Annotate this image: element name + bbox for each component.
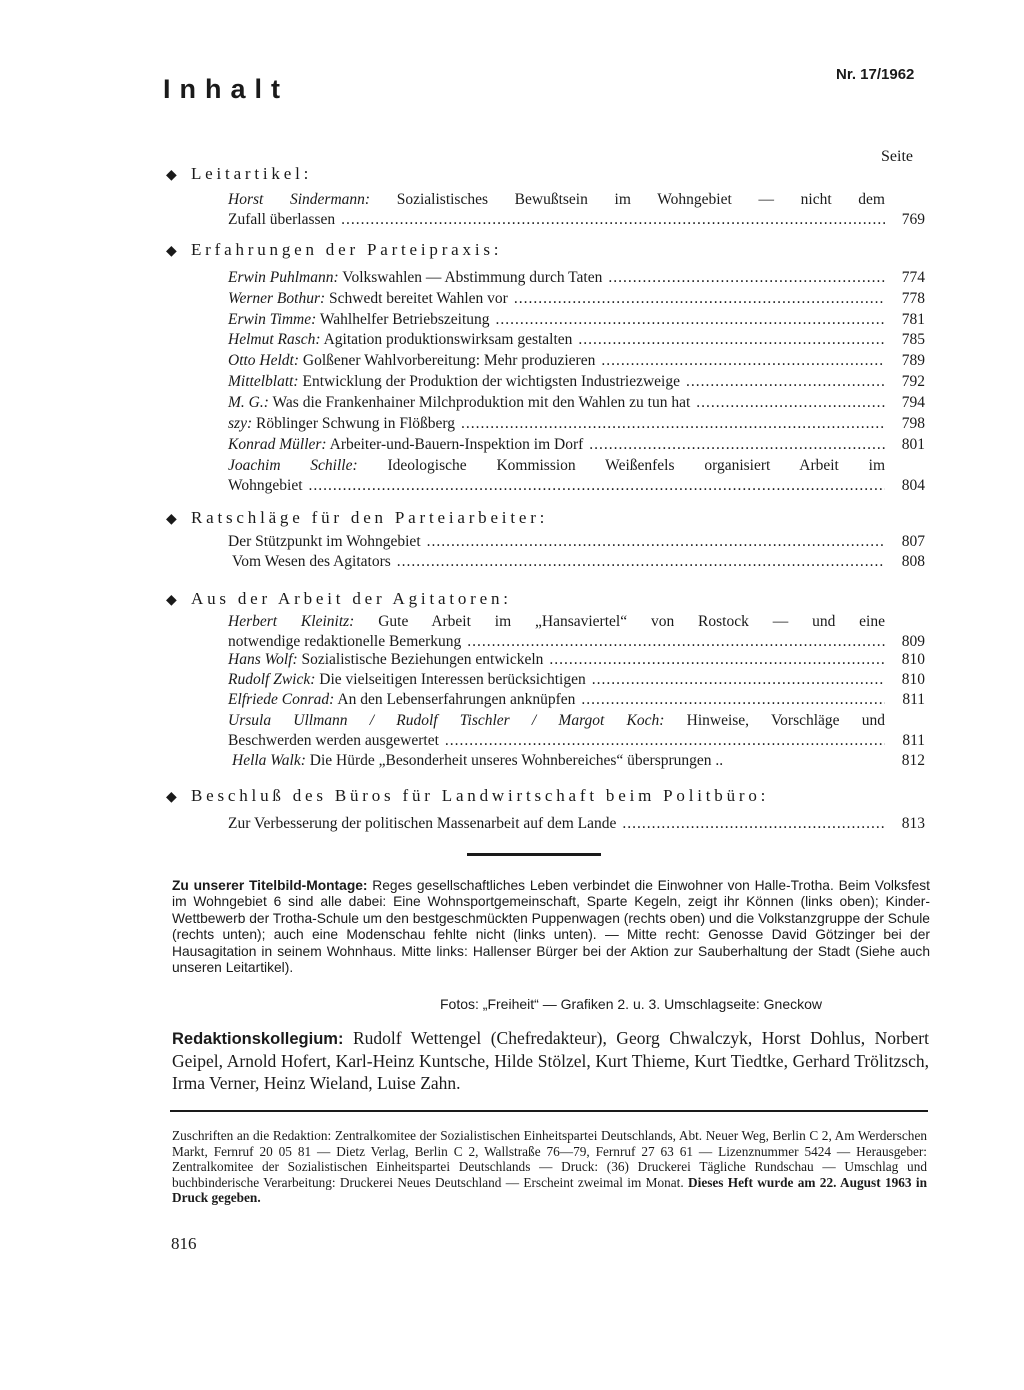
photo-credits: Fotos: „Freiheit“ — Grafiken 2. u. 3. Umschlagseite: Gneckow: [440, 996, 823, 1012]
imprint: Zuschriften an die Redaktion: Zentralkomitee der Sozialistischen Einheitspartei Deutschlands, Abt. Neuer Weg, Berlin C 2, Am Werderschen Markt, Fernruf 20 05 81 — Dietz Verlag, Berlin C 2, Wallstraße 76—79, Fernruf 27 63 61 — Lizenznummer 5424 — Herausgeber: Zentralkomitee der Sozialistischen Einheitspartei Deutschlands — Druck: (36) Druckerei Tägliche Rundschau — Umschlag und buchbinderische Verarbeitung: Druckerei Neues Deutschland — Erscheint zweimal im Monat. Dieses Heft wurde am 22. August 1963 in Druck gegeben.: [172, 1128, 927, 1206]
diamond-bullet-icon: ◆: [166, 593, 177, 608]
entry-author: Horst Sindermann:: [228, 191, 371, 208]
toc-entry: Joachim Schille: Ideologische Kommission Weißenfels organisiert Arbeit im Wohngebiet ..... 804: [228, 456, 925, 496]
editorial-board: Redaktionskollegium: Rudolf Wettengel (Chefredakteur), Georg Chwalczyk, Horst Dohlus, Norbert Geipel, Arnold Hofert, Karl-Heinz Kuntsche, Hilde Stölzel, Kurt Thieme, Kurt Tiedtke, Gerhard Trölitzsch, Irma Verner, Heinz Wieland, Luise Zahn.: [172, 1028, 929, 1093]
section-heading-parteipraxis: ◆ Erfahrungen der Parteipraxis:: [166, 240, 503, 259]
toc-entry: Rudolf Zwick: Die vielseitigen Interessen berücksichtigen ..... 810: [228, 670, 925, 690]
toc-entry: szy: Röblinger Schwung in Flößberg ..... 798: [228, 414, 925, 434]
toc-entry: Herbert Kleinitz: Gute Arbeit im „Hansaviertel“ von Rostock — und eine notwendige redaktionelle Bemerkung ..... 809: [228, 612, 925, 652]
toc-entry: Der Stützpunkt im Wohngebiet ..... 807: [228, 532, 925, 552]
diamond-bullet-icon: ◆: [166, 512, 177, 527]
toc-entry: Erwin Puhlmann: Volkswahlen — Abstimmung durch Taten ..... 774: [228, 268, 925, 288]
section-heading-ratschlaege: ◆ Ratschläge für den Parteiarbeiter:: [166, 508, 549, 527]
toc-entry: Werner Bothur: Schwedt bereitet Wahlen vor ..... 778: [228, 289, 925, 309]
toc-entry: [228, 190, 925, 230]
section-heading-leitartikel: ◆ Leitartikel:: [166, 164, 313, 183]
toc-entry: Otto Heldt: Golßener Wahlvorbereitung: Mehr produzieren ..... 789: [228, 351, 925, 371]
section-heading-beschluss: ◆ Beschluß des Büros für Landwirtschaft beim Politbüro:: [166, 786, 770, 805]
toc-entry: Elfriede Conrad: An den Lebenserfahrungen anknüpfen ..... 811: [228, 690, 925, 710]
toc-entry: Erwin Timme: Wahlhelfer Betriebszeitung ..... 781: [228, 310, 925, 330]
cover-caption: Zu unserer Titelbild-Montage: Reges gesellschaftliches Leben verbindet die Einwohner von Halle-Trotha. Beim Volksfest im Wohngebiet 6 sind alle dabei: Eine Wohnsportgemeinschaft, Sparte Kegeln, zeigt ihr Können (links oben); Kinder-Wettbewerb der Trotha-Schule um den bestgeschmückten Puppenwagen (rechts oben) und die Volkstanzgruppe der Schule (rechts unten); auch eine Modenschau fehlte nicht (links unten). — Mitte recht: Genosse David Götzinger bei der Hausagitation in seinem Wohnhaus. Mitte links: Hallenser Bürger bei der Aktion zur Sauberhaltung der Stadt (Siehe auch unseren Leitartikel).: [172, 878, 930, 976]
page-column-label: Seite: [881, 148, 913, 165]
page-number: 816: [171, 1234, 197, 1253]
issue-number: Nr. 17/1962: [836, 66, 915, 83]
section-heading-agitatoren: ◆ Aus der Arbeit der Agitatoren:: [166, 589, 512, 608]
diamond-bullet-icon: ◆: [166, 790, 177, 805]
toc-entry: Hella Walk: Die Hürde „Besonderheit unseres Wohnbereiches“ übersprungen .. 812: [232, 752, 925, 769]
toc-entry: Zur Verbesserung der politischen Massenarbeit auf dem Lande ..... 813: [228, 814, 925, 834]
toc-entry: Ursula Ullmann / Rudolf Tischler / Margot Koch: Hinweise, Vorschläge und Beschwerden werden ausgewertet ..... 811: [228, 711, 925, 751]
toc-entry: Vom Wesen des Agitators ..... 808: [232, 552, 925, 572]
toc-entry: M. G.: Was die Frankenhainer Milchproduktion mit den Wahlen zu tun hat ..... 794: [228, 393, 925, 413]
toc-entry: Helmut Rasch: Agitation produktionswirksam gestalten ..... 785: [228, 330, 925, 350]
toc-entry: Hans Wolf: Sozialistische Beziehungen entwickeln ..... 810: [228, 650, 925, 670]
entry-page: 769: [901, 211, 925, 228]
diamond-bullet-icon: ◆: [166, 244, 177, 259]
page-title: Inhalt: [163, 74, 289, 104]
diamond-bullet-icon: ◆: [166, 168, 177, 183]
toc-entry: Mittelblatt: Entwicklung der Produktion der wichtigsten Industriezweige ..... 792: [228, 372, 925, 392]
divider-short: [467, 853, 601, 856]
entry-title-cont: Zufall überlassen: [228, 211, 336, 228]
entry-title: Sozialistisches Bewußtsein im Wohngebiet — nicht dem: [396, 191, 885, 208]
divider-long: [170, 1110, 928, 1112]
toc-entry: Konrad Müller: Arbeiter-und-Bauern-Inspektion im Dorf ..... 801: [228, 435, 925, 455]
